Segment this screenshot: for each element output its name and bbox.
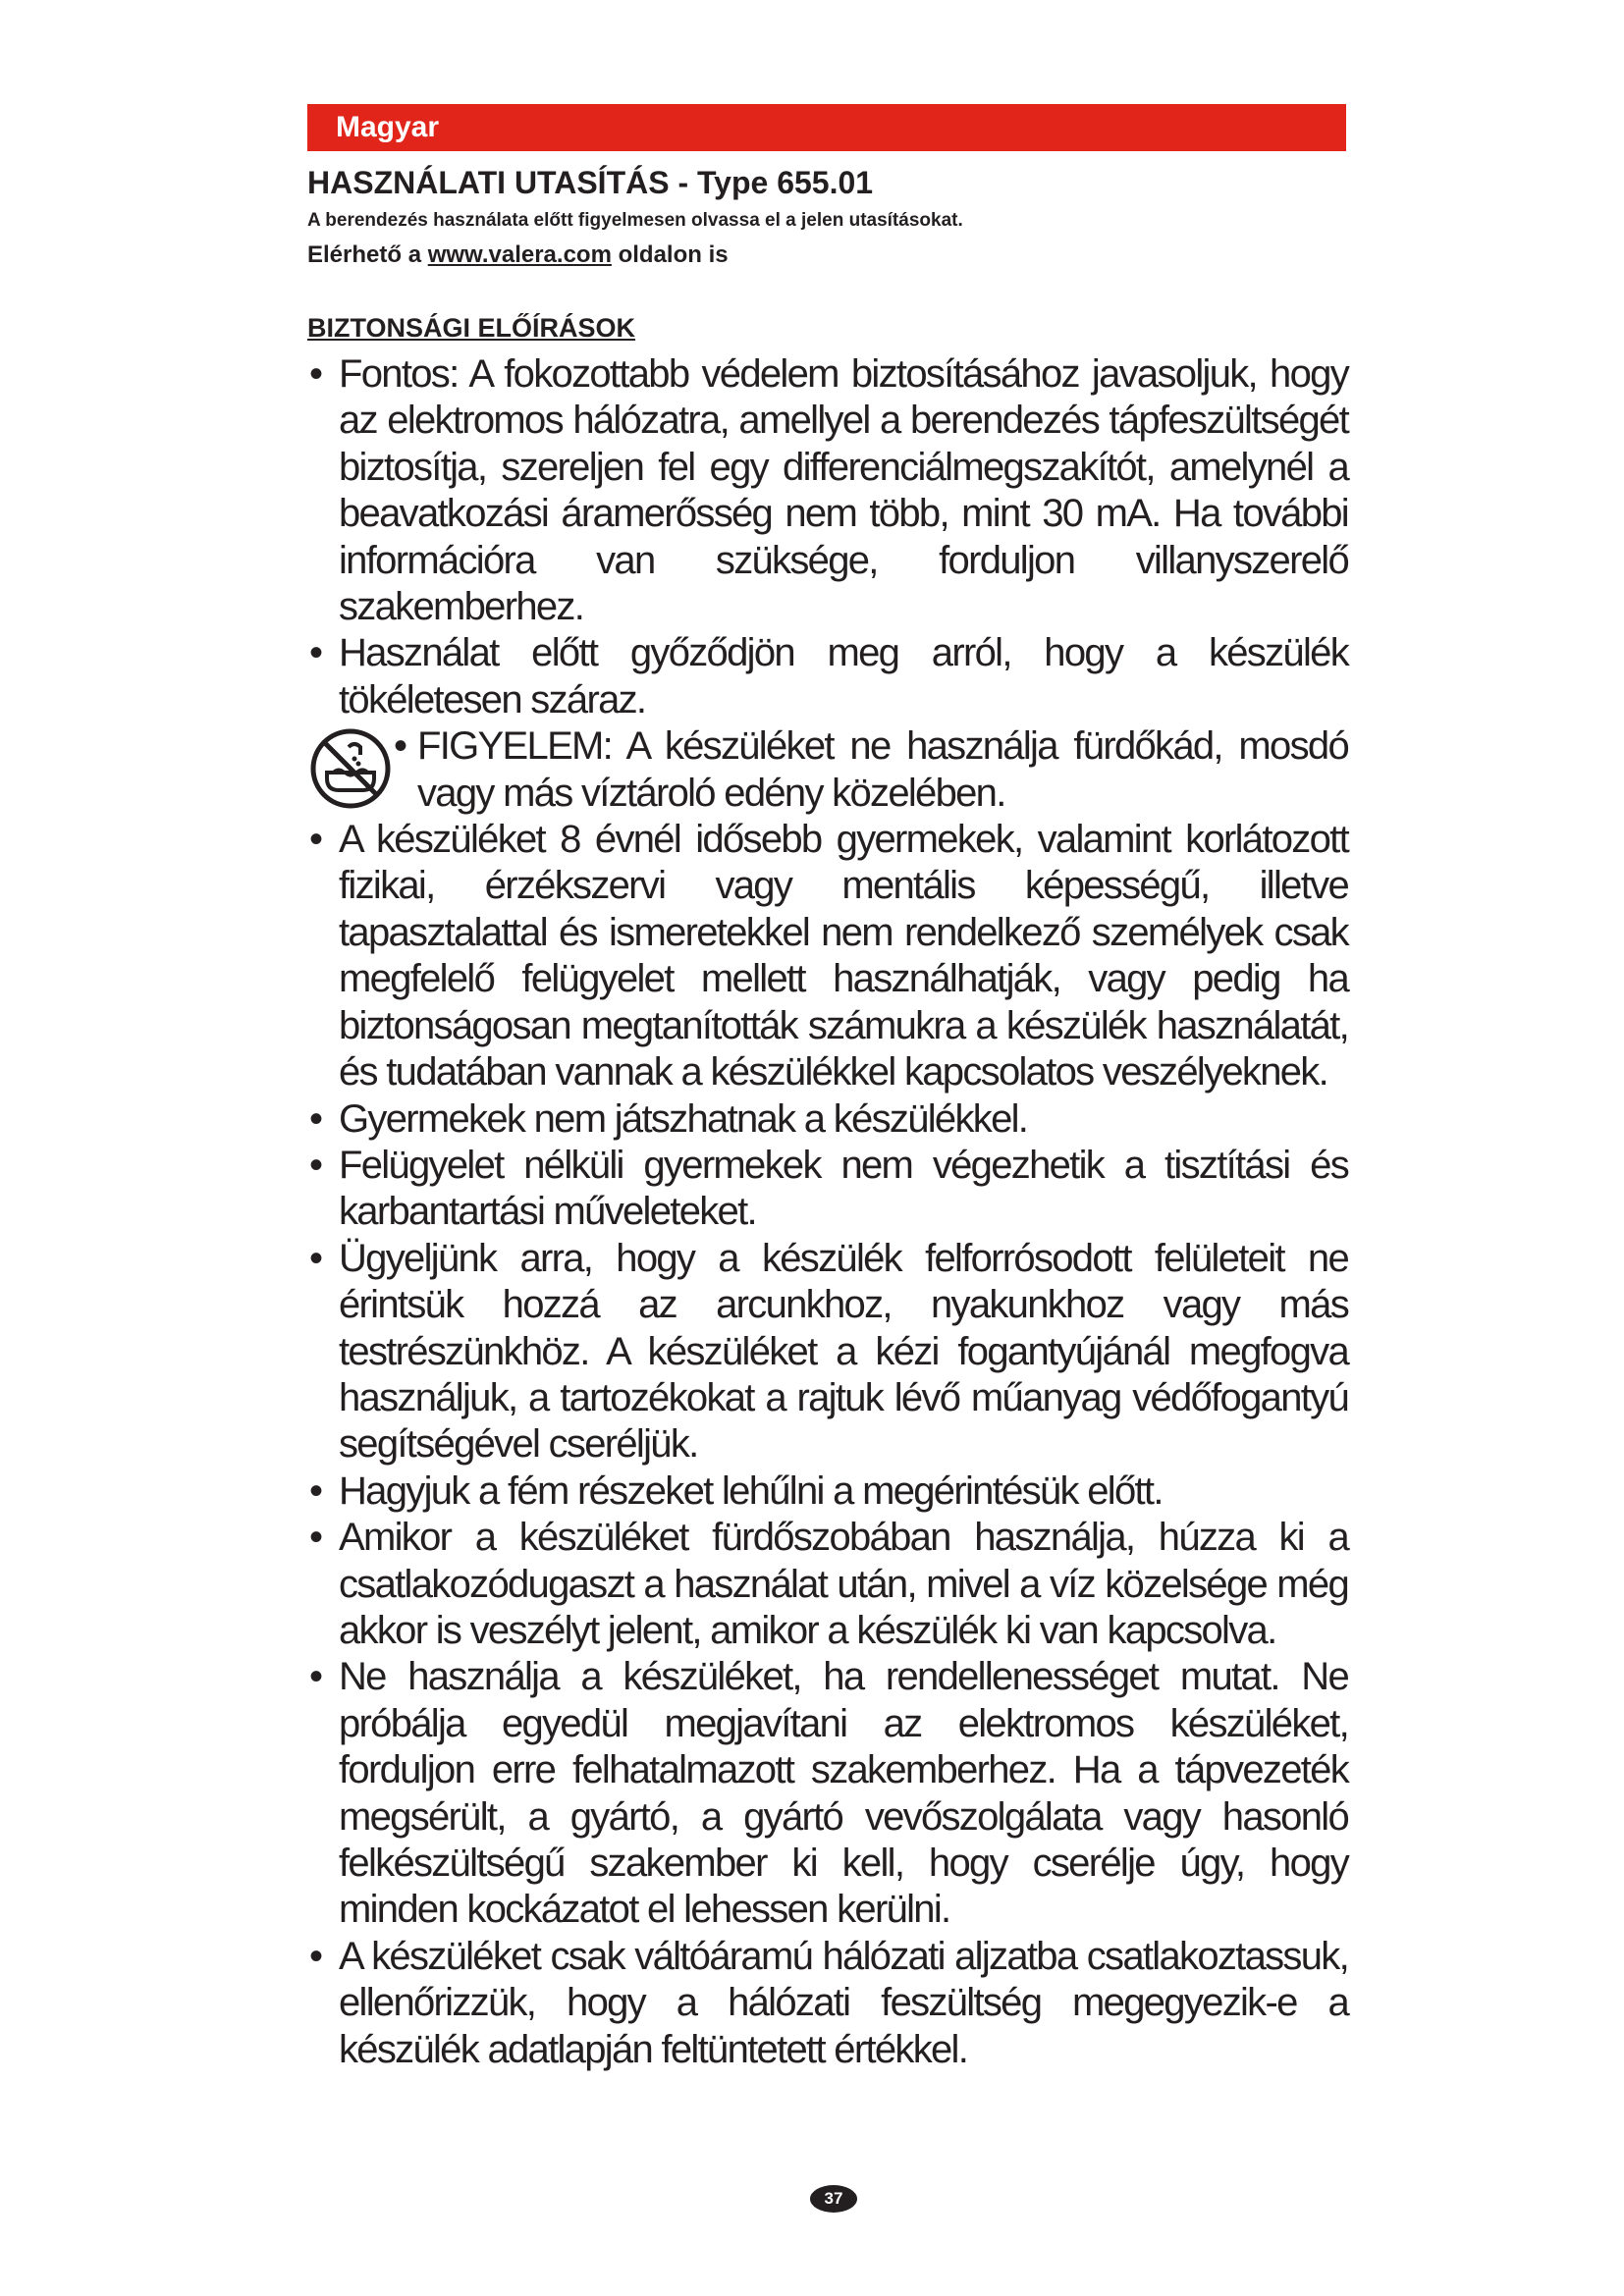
list-item	[307, 817, 1348, 1095]
bullet: •	[394, 724, 406, 769]
availability-suffix: oldalon is	[611, 241, 729, 268]
list-item-text: Amikor a készüléket fürdőszobában használja, húzza ki a csatlakozódugaszt a használat után, mivel a víz közelsége még akkor is veszélyt jelent, amikor a készülék ki van kapcsolva.	[339, 1516, 1348, 1652]
list-item-text: Hagyjuk a fém részeket lehűlni a megérintésük előtt.	[339, 1468, 1163, 1513]
bullet: •	[309, 1655, 322, 1699]
section-heading: BIZTONSÁGI ELŐÍRÁSOK	[307, 313, 636, 343]
list-item-text: Ügyeljünk arra, hogy a készülék felforrósodott felületeit ne érintsük hozzá az arcunkhoz, nyakunkhoz vagy más testrészünkhöz. A készüléket a kézi fogantyújánál megfogva használjuk, a tartozékokat a rajtuk lévő műanyag védőfogantyú segítségével cseréljük.	[339, 1236, 1348, 1467]
list-item-text: Felügyelet nélküli gyermekek nem végezhetik a tisztítási és karbantartási műveleteket.	[339, 1143, 1348, 1234]
safety-list	[307, 351, 1348, 2073]
list-item	[307, 1236, 1348, 1468]
bullet: •	[309, 631, 322, 675]
bullet: •	[309, 818, 322, 862]
document-title: HASZNÁLATI UTASÍTÁS - Type 655.01	[307, 165, 874, 200]
list-item	[307, 1934, 1348, 2073]
list-item-warning	[307, 723, 1348, 817]
list-item	[307, 630, 1348, 723]
bullet: •	[309, 352, 322, 396]
availability-prefix: Elérhető a	[307, 241, 428, 268]
list-item-text: Ne használja a készüléket, ha rendellenességet mutat. Ne próbálja egyedül megjavítani az elektromos készüléket, forduljon erre felhatalmazott szakemberhez. Ha a tápvezeték megsérült, a gyártó, a gyártó vevőszolgálata vagy hasonló felkészültségű szakember ki kell, hogy cserélje úgy, hogy minden kockázatot el lehessen kerülni.	[339, 1655, 1348, 1932]
language-label: Magyar	[336, 111, 440, 143]
bullet: •	[309, 1468, 322, 1513]
list-item-text: Gyermekek nem játszhatnak a készülékkel.	[339, 1096, 1028, 1141]
list-item	[307, 1143, 1348, 1236]
bullet: •	[309, 1516, 322, 1560]
list-item	[307, 1515, 1348, 1654]
bullet: •	[309, 1143, 322, 1187]
list-item	[307, 351, 1348, 630]
list-item-text: A készüléket csak váltóáramú hálózati aljzatba csatlakoztassuk, ellenőrizzük, hogy a hálózati feszültség megegyezik-e a készülék adatlapján feltüntetett értékkel.	[339, 1934, 1348, 2071]
intro-text: A berendezés használata előtt figyelmesen olvassa el a jelen utasításokat.	[307, 210, 963, 231]
no-bath-icon	[309, 727, 392, 810]
list-item-text: FIGYELEM: A készüléket ne használja fürdőkád, mosdó vagy más víztároló edény közelében.	[417, 724, 1348, 815]
bullet: •	[309, 1096, 322, 1141]
availability-line	[307, 240, 1348, 271]
bullet: •	[309, 1236, 322, 1280]
language-bar	[307, 104, 1346, 151]
list-item-text: Használat előtt győződjön meg arról, hogy a készülék tökéletesen száraz.	[339, 631, 1348, 721]
list-item-text: Fontos: A fokozottabb védelem biztosításához javasoljuk, hogy az elektromos hálózatra, amellyel a berendezés tápfeszültségét biztosítja, szereljen fel egy differenciálmegszakítót, amelynél a beavatkozási áramerősség nem több, mint 30 mA. Ha további információra van szüksége, forduljon villanyszerelő szakemberhez.	[339, 352, 1348, 629]
page-number: 37	[810, 2185, 857, 2213]
list-item	[307, 1096, 1348, 1143]
bullet: •	[309, 1934, 322, 1978]
list-item	[307, 1468, 1348, 1515]
list-item-text: A készüléket 8 évnél idősebb gyermekek, valamint korlátozott fizikai, érzékszervi vagy mentális képességű, illetve tapasztalattal és ismeretekkel nem rendelkező személyek csak megfelelő felügyelet mellett használhatják, vagy pedig ha biztonságosan megtanították számukra a készülék használatát, és tudatában vannak a készülékkel kapcsolatos veszélyeknek.	[339, 818, 1348, 1095]
list-item	[307, 1654, 1348, 1933]
website-link[interactable]: www.valera.com	[427, 241, 612, 268]
